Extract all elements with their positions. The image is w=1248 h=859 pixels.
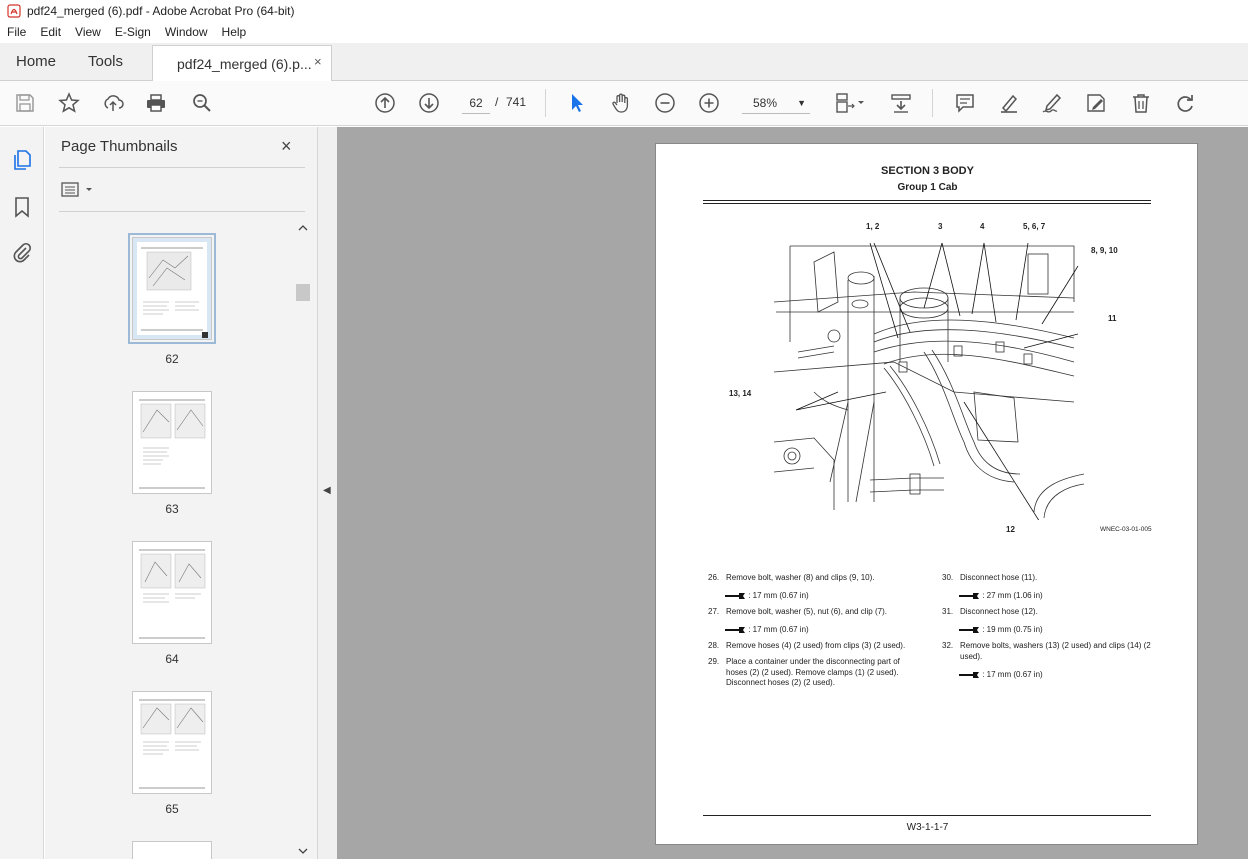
next-page-icon[interactable] xyxy=(417,91,441,115)
step-text: Remove bolt, washer (8) and clips (9, 10). xyxy=(726,573,875,582)
zoom-select[interactable] xyxy=(742,92,810,114)
section-heading: SECTION 3 BODY xyxy=(881,165,974,177)
step-text: Place a container under the disconnecting part of hoses (2) (2 used). Remove clamps (1) (2 used). Disconnect hoses (2) (2 used). xyxy=(726,657,900,687)
thumbnail-preview xyxy=(133,392,211,493)
page-separator: / xyxy=(495,95,499,109)
thumbnail-page[interactable] xyxy=(132,541,212,644)
wrench-size: : 17 mm (0.67 in) xyxy=(982,670,1043,679)
save-icon[interactable] xyxy=(13,91,37,115)
menu-edit[interactable]: Edit xyxy=(40,25,62,39)
wrench-icon xyxy=(724,593,746,599)
tab-tools[interactable]: Tools xyxy=(88,53,124,70)
delete-icon[interactable] xyxy=(1129,91,1153,115)
step-number: 32. xyxy=(942,641,954,650)
thumbnail-preview xyxy=(133,692,211,793)
step-text: Remove bolts, washers (13) (2 used) and clips (14) (2 used). xyxy=(960,641,1151,661)
attachments-icon[interactable] xyxy=(11,241,33,263)
menu-view[interactable]: View xyxy=(75,25,101,39)
chevron-down-icon: ▼ xyxy=(797,98,806,108)
step-number: 26. xyxy=(708,573,720,582)
thumbnail-label: 63 xyxy=(165,502,179,516)
wrench-size: : 19 mm (0.75 in) xyxy=(982,625,1043,634)
procedure-step xyxy=(942,573,1162,584)
procedure-step xyxy=(942,641,1162,663)
wrench-icon xyxy=(724,627,746,633)
page-footer: W3-1-1-7 xyxy=(906,822,949,833)
menu-esign[interactable]: E-Sign xyxy=(114,25,151,39)
step-text: Disconnect hose (12). xyxy=(960,607,1038,616)
zoom-value: 58% xyxy=(753,96,778,110)
step-text: Remove hoses (4) (2 used) from clips (3) (2 used). xyxy=(726,641,906,650)
menu-file[interactable]: File xyxy=(7,25,27,39)
rotate-icon[interactable] xyxy=(1173,91,1197,115)
wrench-spec xyxy=(958,591,1043,600)
header-rule xyxy=(703,203,1151,204)
procedure-step xyxy=(708,607,928,618)
thumbnails-panel xyxy=(45,127,318,859)
thumbnail-label: 65 xyxy=(165,802,179,816)
upload-icon[interactable] xyxy=(101,91,125,115)
scroll-up-icon[interactable] xyxy=(295,222,311,234)
panel-divider xyxy=(59,211,305,212)
thumbnail-preview xyxy=(133,238,211,339)
close-panel-icon[interactable]: × xyxy=(281,136,292,156)
page-number-input[interactable]: 62 xyxy=(462,92,490,114)
callout-label: 13, 14 xyxy=(729,389,752,398)
bookmarks-icon[interactable] xyxy=(11,196,33,218)
wrench-spec xyxy=(724,625,809,634)
print-icon[interactable] xyxy=(144,91,168,115)
footer-rule xyxy=(703,815,1151,816)
procedure-step xyxy=(708,573,928,584)
thumbnail-label: 64 xyxy=(165,652,179,666)
zoom-in-icon[interactable] xyxy=(697,91,721,115)
acrobat-icon xyxy=(7,4,21,18)
scrollbar-thumb[interactable] xyxy=(296,284,310,301)
wrench-icon xyxy=(958,627,980,633)
menu-help[interactable]: Help xyxy=(221,25,247,39)
group-heading: Group 1 Cab xyxy=(897,182,958,193)
document-tab-title: pdf24_merged (6).p... xyxy=(177,56,312,72)
tab-document[interactable] xyxy=(152,45,332,82)
toolbar-divider xyxy=(545,89,546,117)
figure-id: WNEC-03-01-005 xyxy=(1100,526,1152,533)
page-view-icon[interactable] xyxy=(833,91,867,115)
wrench-size: : 27 mm (1.06 in) xyxy=(982,591,1043,600)
procedure-step xyxy=(708,657,928,691)
wrench-icon xyxy=(958,672,980,678)
wrench-spec xyxy=(724,591,809,600)
thumbnail-page[interactable] xyxy=(132,841,212,859)
window-title: pdf24_merged (6).pdf - Adobe Acrobat Pro (64-bit) xyxy=(27,4,295,18)
collapse-panel-icon[interactable]: ◀ xyxy=(323,485,331,496)
scroll-down-icon[interactable] xyxy=(295,845,311,857)
step-number: 27. xyxy=(708,607,720,616)
panel-title: Page Thumbnails xyxy=(61,138,178,155)
zoom-out-icon[interactable] xyxy=(653,91,677,115)
technical-illustration xyxy=(774,242,1084,520)
header-rule xyxy=(703,200,1151,201)
left-rail xyxy=(0,127,44,859)
wrench-icon xyxy=(958,593,980,599)
procedure-step xyxy=(942,607,1162,618)
wrench-spec xyxy=(958,670,1043,679)
comment-icon[interactable] xyxy=(953,91,977,115)
step-number: 28. xyxy=(708,641,720,650)
thumbnail-label: 62 xyxy=(165,352,179,366)
step-text: Remove bolt, washer (5), nut (6), and clip (7). xyxy=(726,607,887,616)
wrench-size: : 17 mm (0.67 in) xyxy=(748,625,809,634)
pdf-page xyxy=(655,143,1198,845)
wrench-size: : 17 mm (0.67 in) xyxy=(748,591,809,600)
thumbnail-preview xyxy=(133,542,211,643)
highlight-icon[interactable] xyxy=(997,91,1021,115)
hand-icon[interactable] xyxy=(609,91,633,115)
callout-label: 8, 9, 10 xyxy=(1091,246,1118,255)
search-icon[interactable] xyxy=(190,91,214,115)
page-thumbnails-icon[interactable] xyxy=(11,149,33,171)
callout-label: 11 xyxy=(1108,314,1117,323)
wrench-spec xyxy=(958,625,1043,634)
step-number: 31. xyxy=(942,607,954,616)
step-number: 30. xyxy=(942,573,954,582)
main-toolbar xyxy=(0,81,1248,126)
menu-bar xyxy=(0,22,1248,42)
thumbnail-page[interactable] xyxy=(132,691,212,794)
step-text: Disconnect hose (11). xyxy=(960,573,1038,582)
sign-icon[interactable] xyxy=(1040,91,1064,115)
fill-sign-icon[interactable] xyxy=(1084,91,1108,115)
menu-window[interactable]: Window xyxy=(164,25,208,39)
bookmark-star-icon[interactable] xyxy=(57,91,81,115)
total-pages: 741 xyxy=(506,95,527,109)
callout-label: 12 xyxy=(1006,525,1015,534)
panel-splitter[interactable] xyxy=(318,127,337,859)
thumbnail-page[interactable] xyxy=(132,237,212,340)
step-number: 29. xyxy=(708,657,720,666)
callout-label: 1, 2 xyxy=(866,222,880,231)
thumbnails-scrollbar[interactable] xyxy=(295,220,311,859)
scroll-icon[interactable] xyxy=(889,91,913,115)
select-cursor-icon[interactable] xyxy=(565,91,589,115)
toolbar-divider xyxy=(932,89,933,117)
panel-divider xyxy=(59,167,305,168)
thumbnail-page[interactable] xyxy=(132,391,212,494)
thumbnail-options-icon[interactable] xyxy=(61,181,97,199)
close-tab-icon[interactable]: × xyxy=(314,54,322,69)
tab-home[interactable]: Home xyxy=(16,53,57,70)
callout-label: 3 xyxy=(938,222,943,231)
callout-label: 5, 6, 7 xyxy=(1023,222,1046,231)
prev-page-icon[interactable] xyxy=(373,91,397,115)
tab-row xyxy=(0,43,1248,81)
procedure-step xyxy=(708,641,928,652)
callout-label: 4 xyxy=(980,222,985,231)
title-bar xyxy=(0,0,1248,22)
